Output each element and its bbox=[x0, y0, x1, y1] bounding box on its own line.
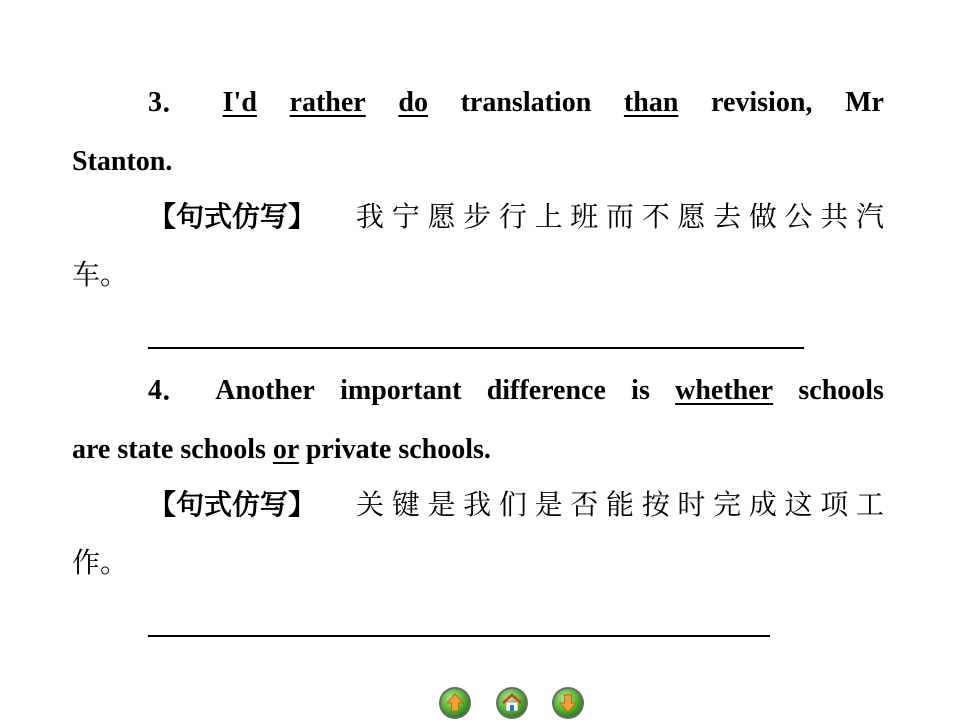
item4-word-whether: whether bbox=[675, 375, 774, 406]
item4-word-is: is bbox=[631, 375, 650, 406]
item4-prompt-end: 作。 bbox=[72, 546, 129, 579]
item3-word-than: than bbox=[623, 87, 679, 118]
item3-sentence-line2 bbox=[72, 145, 884, 179]
item4-tag: 【句式仿写】 bbox=[148, 488, 317, 521]
item3-word-translation: translation bbox=[460, 87, 592, 118]
item3-prompt-text: 我宁愿步行上班而不愿去做公共汽 bbox=[356, 200, 884, 233]
item3-prompt-line1 bbox=[148, 200, 884, 234]
item4-prompt-text: 关键是我们是否能按时完成这项工 bbox=[356, 488, 884, 521]
item4-word-difference: difference bbox=[486, 375, 606, 406]
item3-sentence-end: Stanton. bbox=[72, 146, 173, 177]
home-icon bbox=[495, 686, 529, 720]
item4-word-important: important bbox=[340, 375, 462, 406]
item4-prompt-line2 bbox=[72, 546, 884, 581]
item4-prompt-line1 bbox=[148, 488, 884, 522]
item3-prompt-line2 bbox=[72, 258, 884, 293]
item3-prompt-end: 车。 bbox=[72, 258, 129, 291]
item4-word-schools: schools bbox=[798, 375, 884, 406]
item3-tag: 【句式仿写】 bbox=[148, 200, 317, 233]
item3-sentence-line1 bbox=[148, 86, 884, 120]
item3-word-id: I'd bbox=[222, 87, 257, 118]
item3-word-do: do bbox=[398, 87, 428, 118]
item4-line2-a: are state schools bbox=[72, 434, 273, 465]
next-button[interactable] bbox=[551, 686, 585, 720]
item4-answer-blank[interactable] bbox=[148, 635, 770, 637]
item4-number: 4． bbox=[148, 375, 191, 406]
item4-sentence-line1 bbox=[148, 374, 884, 408]
home-button[interactable] bbox=[495, 686, 529, 720]
item3-word-rather: rather bbox=[289, 87, 366, 118]
arrow-up-icon bbox=[438, 686, 472, 720]
item4-word-another: Another bbox=[215, 375, 315, 406]
item3-word-revision: revision, bbox=[711, 87, 813, 118]
item3-number: 3． bbox=[148, 87, 191, 118]
item3-word-mr: Mr bbox=[845, 87, 884, 118]
item4-sentence-line2 bbox=[72, 433, 884, 467]
item3-answer-blank[interactable] bbox=[148, 347, 804, 349]
arrow-down-icon bbox=[551, 686, 585, 720]
item4-line2-b: private schools. bbox=[298, 434, 491, 465]
prev-button[interactable] bbox=[438, 686, 472, 720]
item4-word-or: or bbox=[272, 434, 299, 465]
